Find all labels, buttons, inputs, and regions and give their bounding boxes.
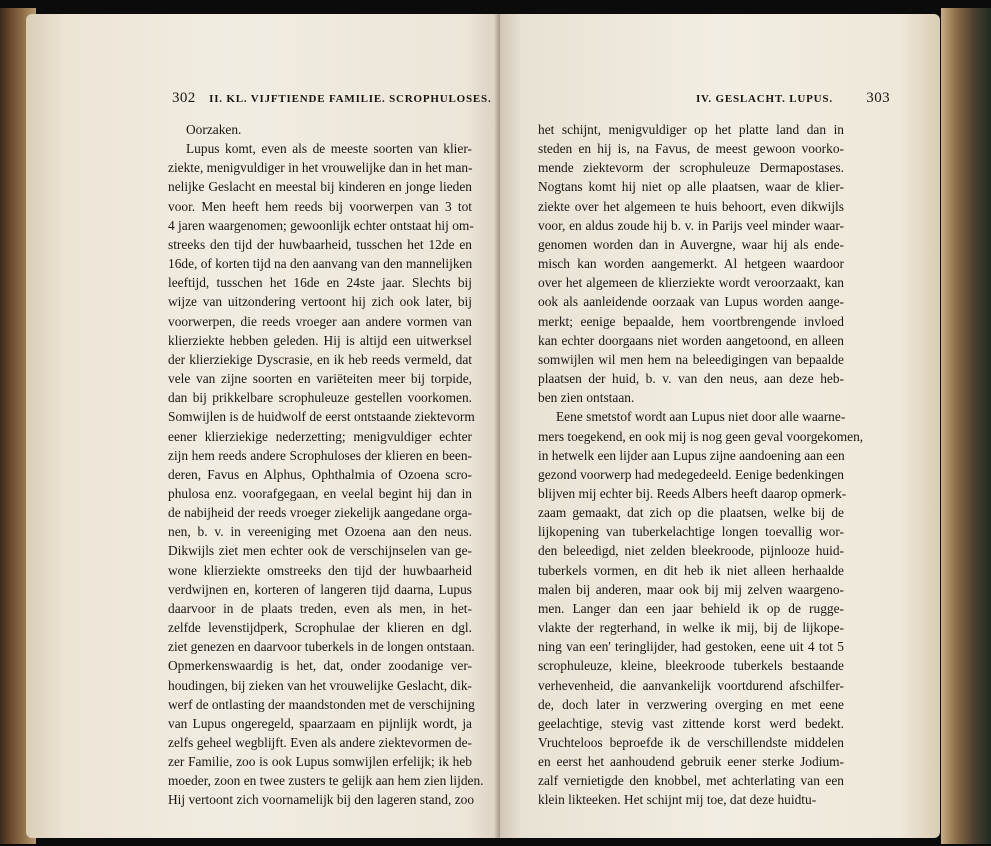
text-line: de, doch later in verzwering overging en met eene: [538, 696, 844, 712]
text-line: streeks den tijd der huwbaarheid, tusschen het 12de en: [168, 236, 472, 252]
text-line: blijven mij echter bij. Reeds Albers heeft daarop opmerk-: [538, 485, 847, 501]
text-line: klein likteeken. Het schijnt mij toe, dat deze huidtu-: [538, 792, 817, 808]
right-page-number: 303: [866, 90, 890, 106]
text-line: zelfde levenstijdperk, Scrophulae der klieren en dgl.: [168, 620, 472, 636]
text-line: Hij vertoont zich voornamelijk bij den lageren stand, zoo: [168, 792, 475, 808]
text-line: van Lupus ongeregeld, spaarzaam en pijnlijk wordt, ja: [168, 715, 472, 731]
text-line: verdwijnen en, korteren of langeren tijd daarna, Lupus: [168, 581, 472, 597]
left-page-number: 302: [172, 90, 196, 106]
text-line: zelfs geheel wegblijft. Even als andere ziektevormen de-: [168, 735, 472, 750]
text-line: moeder, zoon en twee zusters te gelijk aan hem zien lijden.: [168, 773, 484, 789]
left-running-header: II. KL. VIJFTIENDE FAMILIE. SCROPHULOSES.: [209, 93, 492, 105]
text-line: somwijlen wil men hem na beleedigingen van bepaalde: [538, 351, 844, 367]
text-line: plaatsen der huid, b. v. van den neus, aan deze heb-: [538, 371, 844, 387]
text-line: steden en hij is, na Favus, de meest gewoon voorko-: [538, 141, 844, 157]
text-line: verhevenheid, die aanvankelijk voortdurend afschilfer-: [538, 677, 844, 693]
text-line: voor, en aldus zoude hij b. v. in Parijs veel minder waar-: [538, 217, 844, 233]
text-line: merkt; eenige bepaalde, hem voortbrengende invloed: [538, 313, 844, 329]
text-line: deren, Favus en Alphus, Ophthalmia of Ozoena scro-: [168, 466, 472, 482]
text-line: tuberkels vormen, en dit heb ik niet alleen herhaalde: [538, 562, 844, 578]
left-page-header: [172, 90, 492, 107]
text-line: ziekte over het algemeen te huis behoort, even dikwijls: [538, 198, 844, 214]
text-line: Dikwijls ziet men echter ook de verschijnselen van ge-: [168, 543, 472, 559]
text-line: houdingen, bij zieken van het vrouwelijke Geslacht, dik-: [168, 677, 472, 693]
text-line: leeftijd, tusschen het 16de en 24ste jaar. Slechts bij: [168, 275, 472, 291]
text-line: ben zien ontstaan.: [538, 390, 635, 406]
text-line: zalf vernietigde den knobbel, met achterlating van een: [538, 773, 844, 789]
text-line: misch kan worden aangemerkt. Al hetgeen waardoor: [538, 256, 844, 272]
text-line: Opmerkenswaardig is het, dat, onder zoodanige ver-: [168, 658, 472, 674]
text-line: 16de, of korten tijd na den aanvang van den mannelijken: [168, 256, 473, 272]
text-line: Nogtans komt hij niet op alle plaatsen, waar de klier-: [538, 179, 844, 195]
text-line: kan echter doorgaans niet worden aangetoond, en alleen: [538, 332, 844, 348]
text-line: mende ziektevorm der scrophuleuze Dermapostases.: [538, 160, 844, 176]
right-book-edge: [941, 8, 991, 844]
text-line: genomen worden dan in Auvergne, waar hij als ende-: [538, 236, 844, 252]
text-line: en eerst het aanhoudend gebruik eener sterke Jodium-: [538, 754, 844, 770]
text-line: vlakte der regterhand, in welke ik mij, bij de lijkope-: [538, 620, 844, 636]
text-line: Lupus komt, even als de meeste soorten van klier-: [186, 141, 472, 157]
text-line: in hetwelk een lijder aan Lupus zijne aandoening aan een: [538, 447, 845, 463]
text-line: voor. Men heeft hem reeds bij voorwerpen van 3 tot: [168, 198, 472, 214]
text-line: Oorzaken.: [186, 122, 242, 137]
text-line: den beleedigd, niet zelden bleekroode, pijnlooze huid-: [538, 543, 844, 559]
right-page: [500, 14, 940, 838]
text-line: der klierziekige Dyscrasie, en ik heb reeds vermeld, dat: [168, 351, 472, 367]
text-line: mers toegekend, en ook mij is nog geen geval voorgekomen,: [538, 428, 864, 444]
left-page: [26, 14, 500, 838]
text-line: Vruchteloos beproefde ik de verschillendste middelen: [538, 735, 844, 750]
text-line: daarvoor in de plaats treden, even als men, in het-: [168, 600, 472, 616]
text-line: dan bij prikkelbare scrophuleuze gestellen voorkomen.: [168, 390, 472, 406]
text-line: zijn hem reeds andere Scrophuloses der klieren en been-: [168, 447, 472, 463]
text-line: malen bij anderen, maar ook bij mij zelven waargeno-: [538, 581, 844, 597]
right-page-header: [556, 90, 890, 107]
text-line: gezond voorwerp had medegedeeld. Eenige bedenkingen: [538, 466, 844, 482]
text-line: vele van zijne soorten en variëteiten meer bij torpide,: [168, 371, 472, 387]
text-line: Eene smetstof wordt aan Lupus niet door alle waarne-: [556, 409, 846, 425]
text-line: zaam gemaakt, dat zich op die plaatsen, welke bij de: [538, 505, 844, 521]
text-line: scrophuleuze, kleine, bleekroode tuberkels bestaande: [538, 658, 844, 674]
text-line: klierziekte hebben geleden. Hij is altijd een uitwerksel: [168, 332, 472, 348]
text-line: ning van een' teringlijder, had gestoken, eene uit 4 tot 5: [538, 639, 844, 655]
text-line: Somwijlen is de huidwolf de eerst ontstaande ziektevorm: [168, 409, 475, 425]
text-line: nen, b. v. in vereeniging met Ozoena aan den neus.: [168, 524, 472, 540]
left-page-body: [168, 120, 484, 810]
text-line: voorwerpen, die reeds vroeger aan andere vormen van: [168, 313, 472, 329]
text-line: over het algemeen de klierziekte wordt veroorzaakt, kan: [538, 275, 844, 291]
text-line: zer Familie, zoo is ook Lupus somwijlen erfelijk; ik heb: [168, 754, 472, 770]
text-line: ziet genezen en daarvoor tuberkels in de longen ontstaan.: [168, 639, 475, 655]
text-line: wijze van uitzondering vertoont hij zich ook later, bij: [168, 294, 472, 310]
text-line: eener klierziekige nederzetting; menigvuldiger echter: [168, 428, 472, 444]
text-line: de nabijheid der reeds vroeger ziekelijk aangedane orga-: [168, 505, 472, 521]
text-line: ook als aanleidende oorzaak van Lupus worden aange-: [538, 294, 844, 310]
text-line: wone klierziekte omstreeks den tijd der huwbaarheid: [168, 562, 472, 578]
text-line: men. Langer dan een jaar behield ik op de rugge-: [538, 600, 844, 616]
text-line: lijkopening van tuberkelachtige longen toevallig wor-: [538, 524, 844, 540]
text-line: ziekte, menigvuldiger in het vrouwelijke dan in het man-: [168, 160, 473, 176]
text-line: het schijnt, menigvuldiger op het platte land dan in: [538, 122, 844, 137]
text-line: 4 jaren waargenomen; gewoonlijk echter ontstaat hij om-: [168, 217, 474, 233]
text-line: phulosa enz. voorafgegaan, en veelal begint hij dan in: [168, 485, 472, 501]
text-line: werf de ontlasting der maandstonden met de verschijning: [168, 696, 475, 712]
text-line: geelachtige, stevig vast zittende korst werd bedekt.: [538, 715, 844, 731]
text-line: nelijke Geslacht en meestal bij kinderen en jonge lieden: [168, 179, 472, 195]
right-page-body: [538, 120, 864, 810]
right-running-header: IV. GESLACHT. LUPUS.: [695, 93, 833, 105]
